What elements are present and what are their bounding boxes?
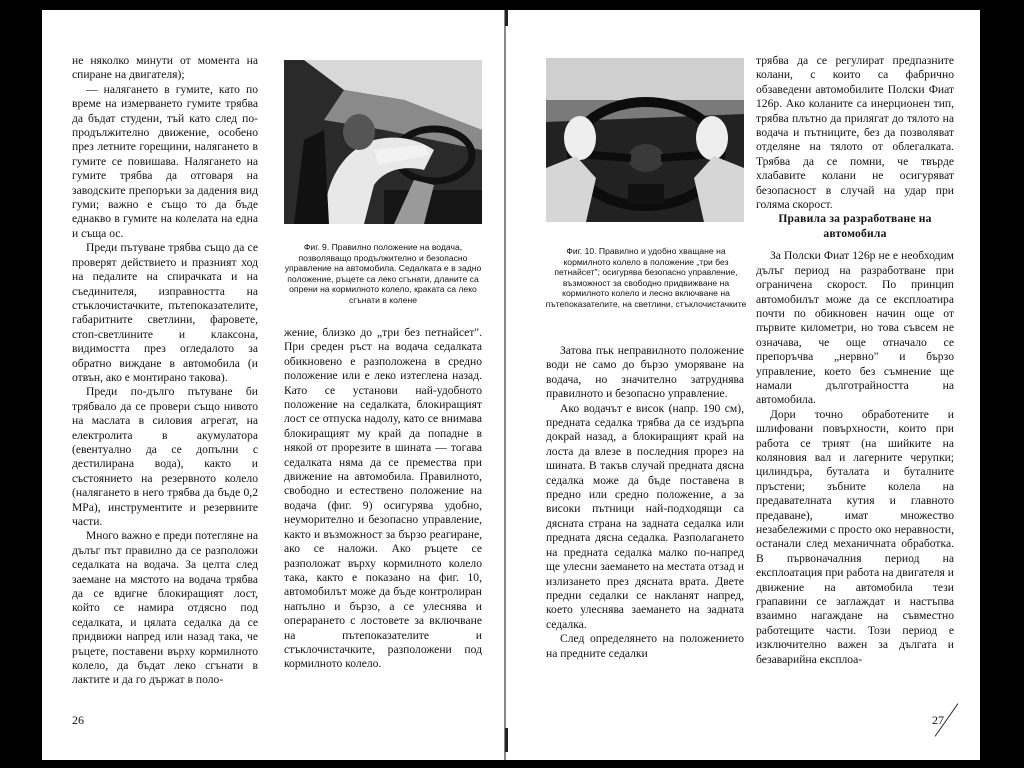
paragraph: Преди по-дълго пътуване би трябвало да се провери също нивото на маслата в силовия агрегат, на електролита в акумулатора (евентуално да се допълни с дестилирана вода), както и състоянието на резервното колело (налягането в него трябва да бъде 0,2 MPa), инструментите и резервните части. [72, 385, 258, 528]
paragraph: — налягането в гумите, като по време на измерването гумите трябва да бъдат студени, тъй като след по-продължително движение, особено през летните горещини, налягането в гумите се повишава. Налягането на гумите трябва да отговаря на заводските препоръки за дадения вид гуми; важно е също то да бъде еднакво в гумите на колелата на една и съща ос. [72, 82, 258, 240]
paragraph: жение, близко до „три без петнайсет". При среден ръст на водача седалката обикновено е разположена в средно положение или е леко изтеглена назад. Като се установи най-удобното положение на седалката, блокиращият лост се отпуска надолу, като се внимава блокиращият му край да попадне в някой от прорезите в шината — тогава седалката няма да се премества при движение на автомобила. Правилното, свободно и естествено положение на водача (фиг. 9) осигурява удобно, неуморително и безопасно управление, както и възможност за бързо реагиране, ако се наложи. Ако ръцете се разположат върху кормилното колело така, както е показано на фиг. 10, автомобилът може да бъде контролиран напълно и бързо, а се улеснява и операрането с лостовете за включване на пътепоказателите и стъклочистачките, разположени под кормилното колело. [284, 326, 482, 671]
text-column-4 [756, 54, 954, 694]
book-spread [42, 10, 980, 760]
page-number-right: 27 [932, 713, 944, 727]
left-page [42, 10, 504, 760]
paragraph: не няколко минути от момента на спиране на двигателя); [72, 54, 258, 82]
paragraph: Преди пътуване трябва също да се проверят действието и празният ход на педалите на спирачката и на съединителя, изправността на стъклочистачките, пътепоказателите, габаритните светлини, фаровете, стоп-светлините и клаксона, видимостта през огледалото за обратно виждане в автомобила (и отвън, ако е монтирано такова). [72, 241, 258, 384]
driver-seat-photo-icon [284, 60, 482, 224]
figure-10-photo [546, 58, 744, 222]
paragraph: След определянето на положението на предните седалки [546, 632, 744, 660]
paragraph: Много важно е преди потеглянe на дълъг път правилно да се разположи седалката на водача. За целта след заемане на мястото на водача трябва да се вдигне блокиращият лост, който се намира отдясно под седалката, и цялата седалка да се придвижи напред или назад така, че ръцете, поставени върху кормилното колело, да бъдат леко сгънати в лактите и да го държат в поло- [72, 529, 258, 687]
paragraph: Затова пък неправилното положение води не само до бързо уморяване на водача, но значително затруднява правилното и безопасно управление. [546, 344, 744, 401]
paragraph: Ако водачът е висок (напр. 190 см), предната седалка трябва да се издърпа докрай назад, а блокиращият край на лоста да влезе в последния прорез на шината. В такъв случай предната дясна седалка може да бъде поставена в предно или средно положение, а за високи пътници най-подходящи са дясната страна на задната седалка или предната дясна седалка. Разполагането на предната седалка малко по-напред ще улесни заемането на местата отзад и излизането през дясната врата. Двете предни седалки се накланят напред, което улеснява заемането на задната седалка. [546, 401, 744, 631]
figure-9-photo [284, 60, 482, 224]
figure-9-caption: Фиг. 9. Правилно положение на водача, позволяващо продължително и безопасно управление на автомобила. Седалката е в задно положение, ръцете са леко сгънати, дланите са опрени на кормилното колело, краката са леко сгънати в колене [284, 242, 482, 305]
right-page [506, 10, 980, 760]
figure-10-caption: Фиг. 10. Правилно и удобно хващане на кормилното колело в положение „три без петнайсет"; осигурява безопасно управление, възможност за свободно придвижване на кормилното колело и лесно включване на пътепоказателите, на светлини, стъклочистачките [545, 246, 747, 309]
text-column-3 [546, 344, 744, 696]
steering-wheel-photo-icon [546, 58, 744, 222]
text-column-2 [284, 326, 482, 692]
text-column-1 [72, 54, 258, 694]
paragraph: трябва да се регулират предпазните колани, с които са фабрично обзаведени автомобилите Полски Фиат 126р. Ако коланите са инерционен тип, трябва плътно да прилягат до тялото на водача и пътниците, без да позволяват отделяне на тялото от облегалката. Трябва да се помни, че твърде хлабавите колани не осигуряват безопасност в случай на удар при голяма скорост. [756, 54, 954, 212]
paragraph: Дори точно обработените и шлифовани повърхности, които при работа се трият (на шийките на коляновия вал и лагерните черупки; цилиндъра, буталата и буталните пръстени; зъбните колела на предавателната кутия и главното предаване), имат множество незабележими с просто око неравности, останали след механичната обработка. В първоначалния период на експлоатация при работа на двигателя и движение на автомобила тези грапавини се заглаждат и настъпва взаимно нагаждане на съвместно работещите части. Този период е изключително важен за дългата и безаварийна експлоа- [756, 407, 954, 666]
paragraph: За Полски Фиат 126р не е необходим дълъг период на разработване при ограничена скорост. По принцип автомобилът може да се експлоатира почти по обикновен начин още от първите километри, но това съвсем не означава, че още отначало се препоръчва „нервно" и бързо управление, което без съмнение ще намали дълготрайността на автомобила. [756, 249, 954, 407]
page-number-left: 26 [72, 713, 84, 727]
section-heading: Правила за разработване на автомобила [778, 212, 932, 240]
